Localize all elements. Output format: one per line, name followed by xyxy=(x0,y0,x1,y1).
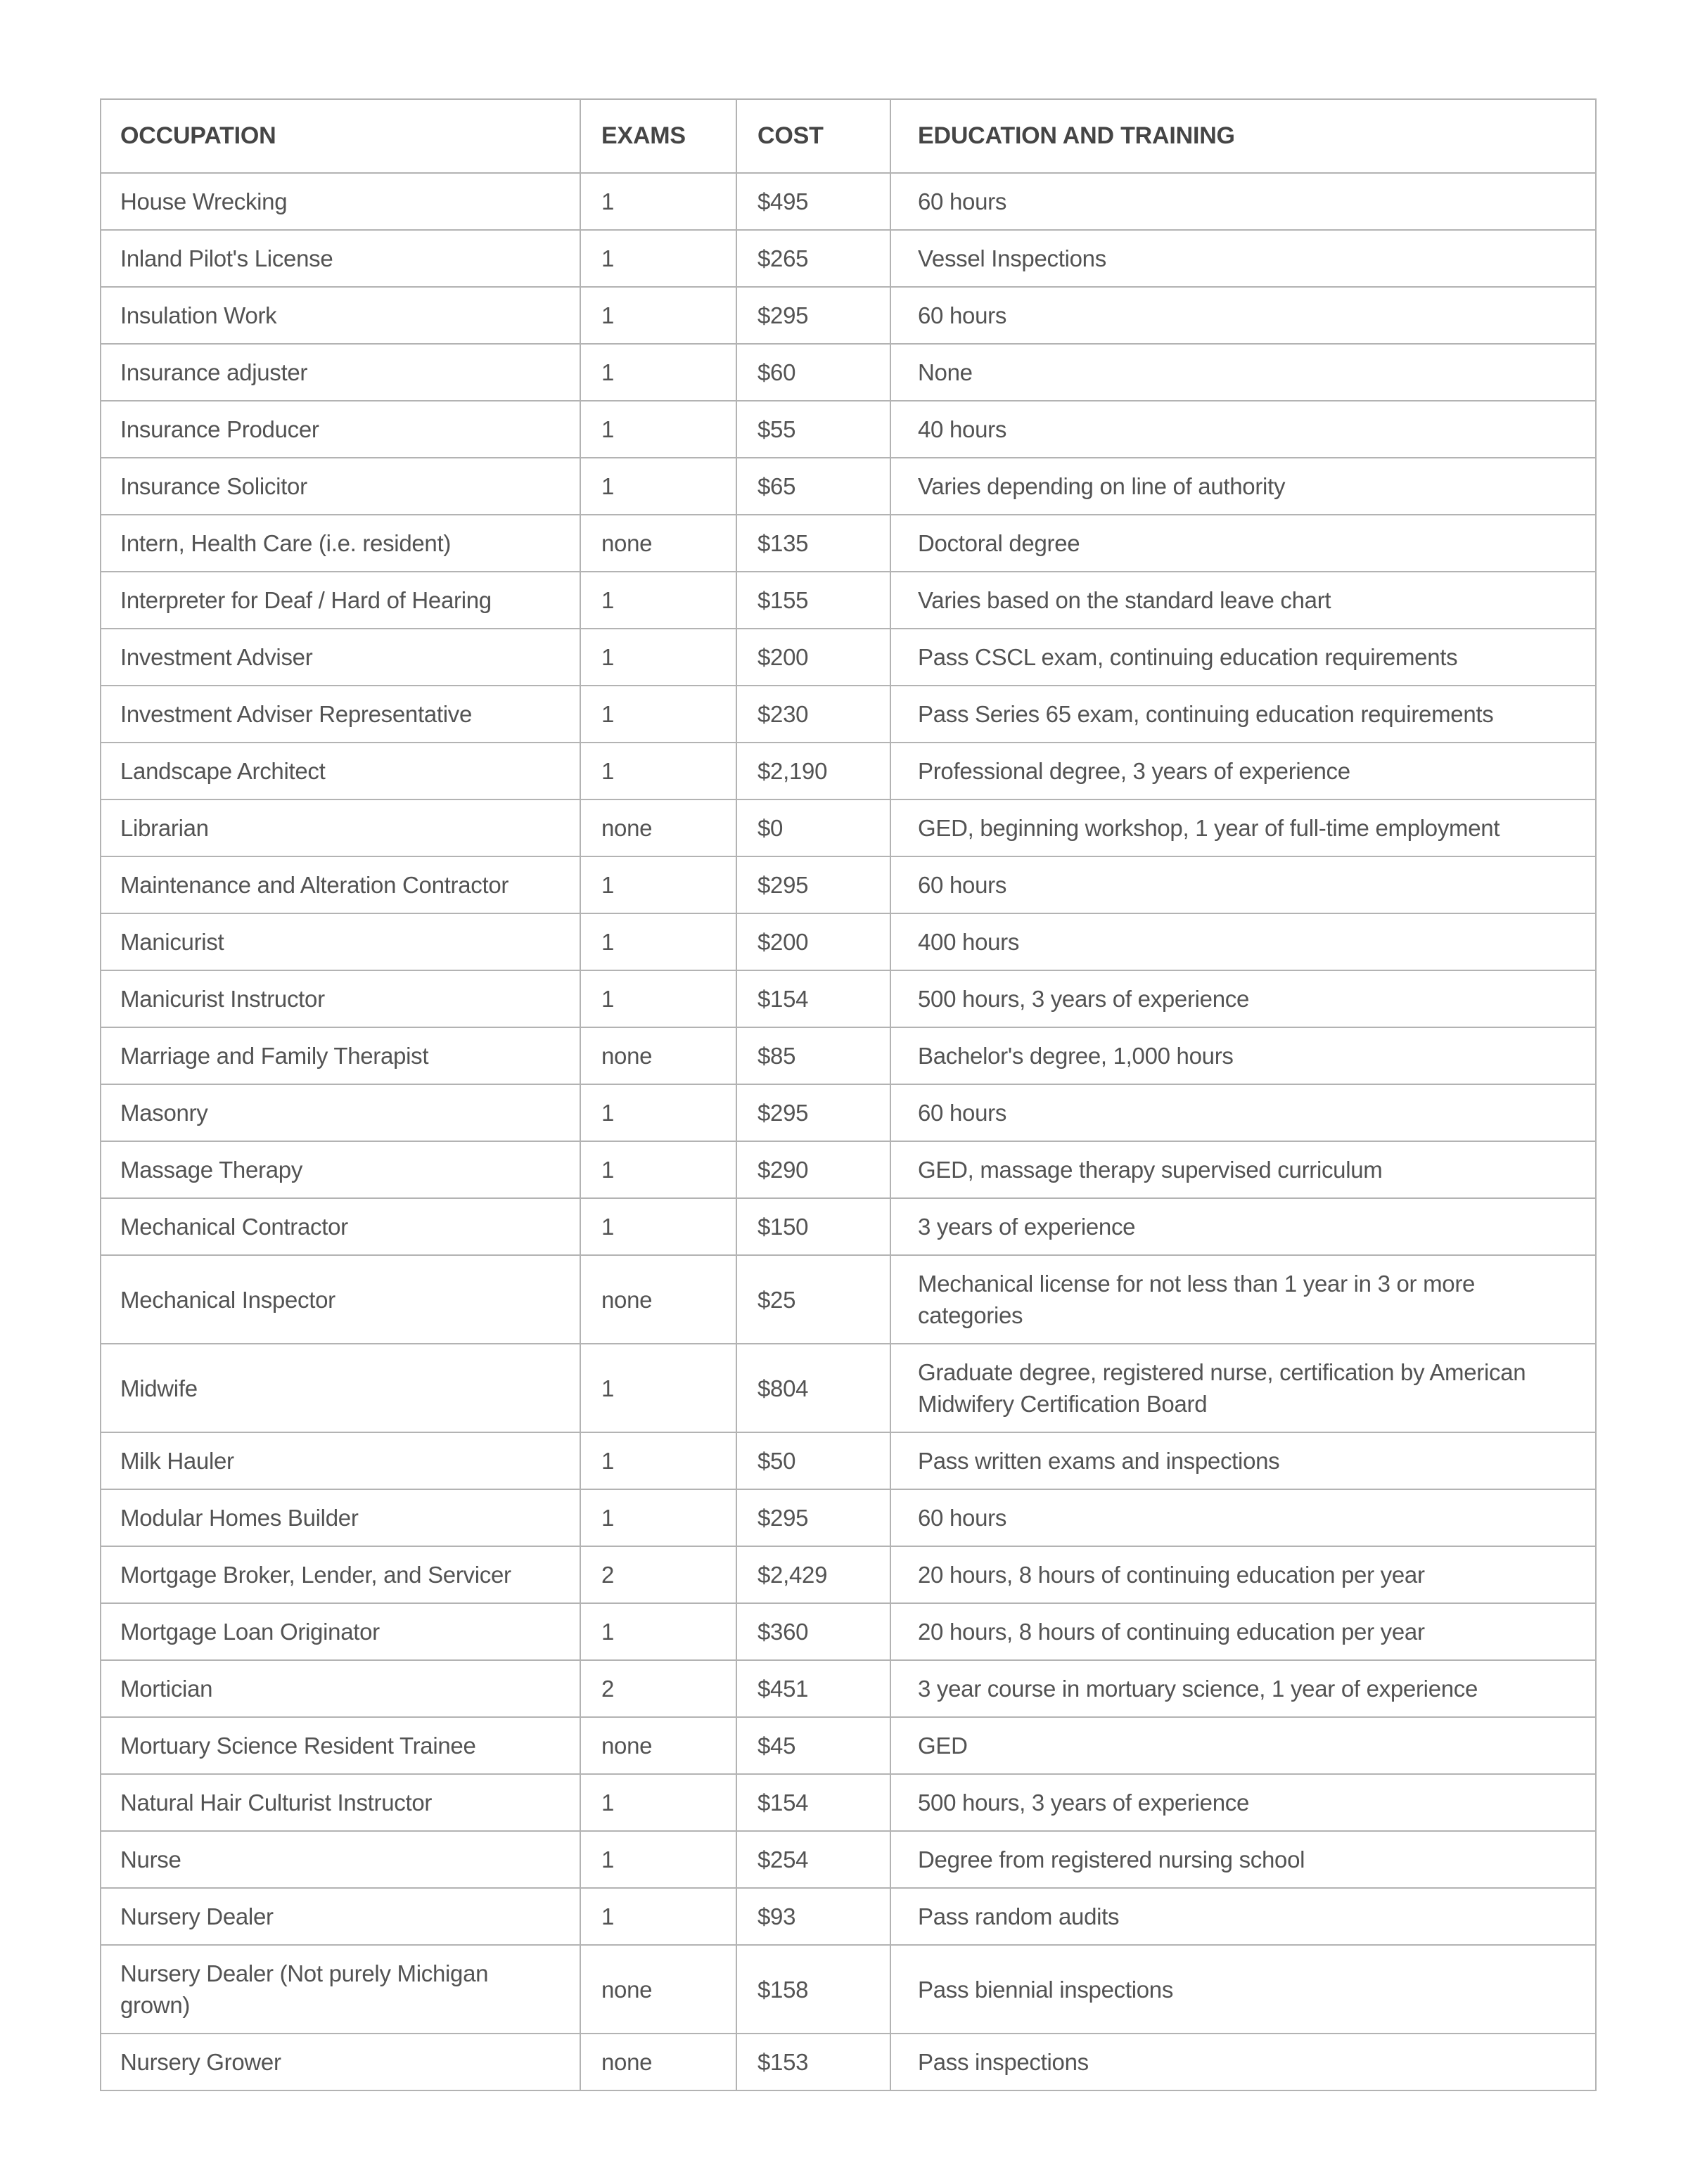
table-row xyxy=(101,1717,1596,1774)
cell-occupation: Marriage and Family Therapist xyxy=(101,1027,580,1084)
table-header xyxy=(101,99,1596,173)
table-row xyxy=(101,1945,1596,2034)
cell-exams: 1 xyxy=(580,1603,736,1660)
table-row xyxy=(101,401,1596,458)
cell-cost: $254 xyxy=(736,1831,890,1888)
cell-occupation: Mechanical Inspector xyxy=(101,1255,580,1344)
column-header-occupation: OCCUPATION xyxy=(101,99,580,173)
table-row xyxy=(101,344,1596,401)
table-row xyxy=(101,1774,1596,1831)
cell-cost: $265 xyxy=(736,230,890,287)
cell-exams: 1 xyxy=(580,401,736,458)
cell-cost: $295 xyxy=(736,1489,890,1546)
table-row xyxy=(101,1084,1596,1141)
cell-exams: 1 xyxy=(580,1198,736,1255)
table-row xyxy=(101,1603,1596,1660)
cell-occupation: Nursery Dealer xyxy=(101,1888,580,1945)
table-row xyxy=(101,173,1596,230)
cell-cost: $2,190 xyxy=(736,743,890,799)
cell-cost: $200 xyxy=(736,913,890,970)
cell-exams: 1 xyxy=(580,743,736,799)
cell-exams: none xyxy=(580,1027,736,1084)
column-header-exams: EXAMS xyxy=(580,99,736,173)
table-row xyxy=(101,970,1596,1027)
table-row xyxy=(101,1198,1596,1255)
cell-exams: 1 xyxy=(580,344,736,401)
cell-education: 500 hours, 3 years of experience xyxy=(890,1774,1596,1831)
cell-exams: 1 xyxy=(580,1831,736,1888)
cell-occupation: Masonry xyxy=(101,1084,580,1141)
cell-education: 3 year course in mortuary science, 1 year of experience xyxy=(890,1660,1596,1717)
cell-occupation: Mechanical Contractor xyxy=(101,1198,580,1255)
cell-cost: $451 xyxy=(736,1660,890,1717)
cell-cost: $135 xyxy=(736,515,890,572)
cell-education: GED xyxy=(890,1717,1596,1774)
cell-exams: 1 xyxy=(580,287,736,344)
table-row xyxy=(101,686,1596,743)
cell-exams: 2 xyxy=(580,1660,736,1717)
cell-occupation: Interpreter for Deaf / Hard of Hearing xyxy=(101,572,580,629)
cell-occupation: Insurance adjuster xyxy=(101,344,580,401)
cell-education: Doctoral degree xyxy=(890,515,1596,572)
cell-cost: $295 xyxy=(736,287,890,344)
table-row xyxy=(101,1831,1596,1888)
cell-education: 40 hours xyxy=(890,401,1596,458)
cell-education: Professional degree, 3 years of experience xyxy=(890,743,1596,799)
cell-exams: 1 xyxy=(580,572,736,629)
column-header-cost: COST xyxy=(736,99,890,173)
cell-exams: 1 xyxy=(580,856,736,913)
cell-cost: $55 xyxy=(736,401,890,458)
cell-education: Pass CSCL exam, continuing education requirements xyxy=(890,629,1596,686)
cell-exams: 1 xyxy=(580,913,736,970)
cell-occupation: Manicurist Instructor xyxy=(101,970,580,1027)
cell-exams: none xyxy=(580,1255,736,1344)
cell-occupation: Landscape Architect xyxy=(101,743,580,799)
cell-occupation: House Wrecking xyxy=(101,173,580,230)
cell-exams: 1 xyxy=(580,1432,736,1489)
table-row xyxy=(101,913,1596,970)
cell-exams: 1 xyxy=(580,1141,736,1198)
cell-education: Varies based on the standard leave chart xyxy=(890,572,1596,629)
cell-education: 400 hours xyxy=(890,913,1596,970)
cell-cost: $0 xyxy=(736,799,890,856)
table-header-row xyxy=(101,99,1596,173)
cell-exams: 1 xyxy=(580,173,736,230)
cell-occupation: Mortgage Broker, Lender, and Servicer xyxy=(101,1546,580,1603)
cell-occupation: Nursery Grower xyxy=(101,2034,580,2090)
cell-cost: $495 xyxy=(736,173,890,230)
cell-education: Pass Series 65 exam, continuing education requirements xyxy=(890,686,1596,743)
cell-education: 60 hours xyxy=(890,173,1596,230)
cell-cost: $50 xyxy=(736,1432,890,1489)
cell-exams: 1 xyxy=(580,629,736,686)
cell-occupation: Nurse xyxy=(101,1831,580,1888)
cell-occupation: Milk Hauler xyxy=(101,1432,580,1489)
cell-education: Mechanical license for not less than 1 year in 3 or more categories xyxy=(890,1255,1596,1344)
occupations-table-container xyxy=(100,98,1595,2091)
cell-cost: $154 xyxy=(736,1774,890,1831)
table-row xyxy=(101,230,1596,287)
cell-exams: none xyxy=(580,1717,736,1774)
cell-occupation: Manicurist xyxy=(101,913,580,970)
cell-occupation: Insulation Work xyxy=(101,287,580,344)
cell-education: Pass biennial inspections xyxy=(890,1945,1596,2034)
cell-occupation: Mortgage Loan Originator xyxy=(101,1603,580,1660)
cell-cost: $60 xyxy=(736,344,890,401)
cell-education: GED, beginning workshop, 1 year of full-time employment xyxy=(890,799,1596,856)
table-row xyxy=(101,743,1596,799)
table-row xyxy=(101,799,1596,856)
table-row xyxy=(101,1546,1596,1603)
cell-education: Graduate degree, registered nurse, certification by American Midwifery Certification Board xyxy=(890,1344,1596,1432)
table-row xyxy=(101,458,1596,515)
cell-occupation: Investment Adviser Representative xyxy=(101,686,580,743)
cell-cost: $154 xyxy=(736,970,890,1027)
cell-exams: 2 xyxy=(580,1546,736,1603)
cell-occupation: Insurance Producer xyxy=(101,401,580,458)
cell-education: 3 years of experience xyxy=(890,1198,1596,1255)
cell-cost: $230 xyxy=(736,686,890,743)
table-row xyxy=(101,515,1596,572)
cell-occupation: Midwife xyxy=(101,1344,580,1432)
table-row xyxy=(101,287,1596,344)
table-row xyxy=(101,1489,1596,1546)
cell-occupation: Modular Homes Builder xyxy=(101,1489,580,1546)
cell-occupation: Mortician xyxy=(101,1660,580,1717)
table-row xyxy=(101,629,1596,686)
table-body xyxy=(101,173,1596,2090)
table-row xyxy=(101,1344,1596,1432)
cell-cost: $295 xyxy=(736,856,890,913)
cell-exams: 1 xyxy=(580,1774,736,1831)
cell-cost: $150 xyxy=(736,1198,890,1255)
cell-cost: $155 xyxy=(736,572,890,629)
cell-occupation: Maintenance and Alteration Contractor xyxy=(101,856,580,913)
cell-education: Pass inspections xyxy=(890,2034,1596,2090)
cell-exams: none xyxy=(580,1945,736,2034)
cell-education: Pass written exams and inspections xyxy=(890,1432,1596,1489)
cell-cost: $290 xyxy=(736,1141,890,1198)
cell-education: None xyxy=(890,344,1596,401)
cell-occupation: Nursery Dealer (Not purely Michigan grown) xyxy=(101,1945,580,2034)
cell-education: 60 hours xyxy=(890,856,1596,913)
cell-education: 20 hours, 8 hours of continuing education per year xyxy=(890,1603,1596,1660)
cell-occupation: Intern, Health Care (i.e. resident) xyxy=(101,515,580,572)
table-row xyxy=(101,1660,1596,1717)
cell-cost: $295 xyxy=(736,1084,890,1141)
column-header-education: EDUCATION AND TRAINING xyxy=(890,99,1596,173)
cell-occupation: Librarian xyxy=(101,799,580,856)
cell-cost: $2,429 xyxy=(736,1546,890,1603)
cell-occupation: Inland Pilot's License xyxy=(101,230,580,287)
cell-cost: $200 xyxy=(736,629,890,686)
cell-exams: none xyxy=(580,799,736,856)
cell-cost: $93 xyxy=(736,1888,890,1945)
cell-occupation: Investment Adviser xyxy=(101,629,580,686)
cell-education: 20 hours, 8 hours of continuing education per year xyxy=(890,1546,1596,1603)
table-row xyxy=(101,856,1596,913)
cell-exams: none xyxy=(580,2034,736,2090)
cell-cost: $45 xyxy=(736,1717,890,1774)
cell-exams: 1 xyxy=(580,1084,736,1141)
table-row xyxy=(101,2034,1596,2090)
cell-cost: $804 xyxy=(736,1344,890,1432)
cell-exams: 1 xyxy=(580,1344,736,1432)
cell-education: Bachelor's degree, 1,000 hours xyxy=(890,1027,1596,1084)
table-row xyxy=(101,1432,1596,1489)
cell-education: Pass random audits xyxy=(890,1888,1596,1945)
cell-exams: 1 xyxy=(580,458,736,515)
cell-exams: 1 xyxy=(580,230,736,287)
table-row xyxy=(101,1255,1596,1344)
cell-exams: 1 xyxy=(580,970,736,1027)
cell-exams: 1 xyxy=(580,686,736,743)
cell-occupation: Massage Therapy xyxy=(101,1141,580,1198)
table-row xyxy=(101,1027,1596,1084)
cell-cost: $360 xyxy=(736,1603,890,1660)
cell-education: GED, massage therapy supervised curriculum xyxy=(890,1141,1596,1198)
cell-exams: 1 xyxy=(580,1888,736,1945)
cell-exams: 1 xyxy=(580,1489,736,1546)
table-row xyxy=(101,1888,1596,1945)
cell-cost: $85 xyxy=(736,1027,890,1084)
cell-education: Varies depending on line of authority xyxy=(890,458,1596,515)
table-row xyxy=(101,572,1596,629)
cell-exams: none xyxy=(580,515,736,572)
cell-occupation: Insurance Solicitor xyxy=(101,458,580,515)
occupations-table xyxy=(100,98,1597,2091)
cell-cost: $25 xyxy=(736,1255,890,1344)
cell-education: 60 hours xyxy=(890,287,1596,344)
cell-occupation: Natural Hair Culturist Instructor xyxy=(101,1774,580,1831)
cell-cost: $158 xyxy=(736,1945,890,2034)
cell-cost: $153 xyxy=(736,2034,890,2090)
cell-education: Vessel Inspections xyxy=(890,230,1596,287)
cell-education: Degree from registered nursing school xyxy=(890,1831,1596,1888)
cell-cost: $65 xyxy=(736,458,890,515)
cell-education: 60 hours xyxy=(890,1084,1596,1141)
table-row xyxy=(101,1141,1596,1198)
cell-occupation: Mortuary Science Resident Trainee xyxy=(101,1717,580,1774)
cell-education: 60 hours xyxy=(890,1489,1596,1546)
cell-education: 500 hours, 3 years of experience xyxy=(890,970,1596,1027)
